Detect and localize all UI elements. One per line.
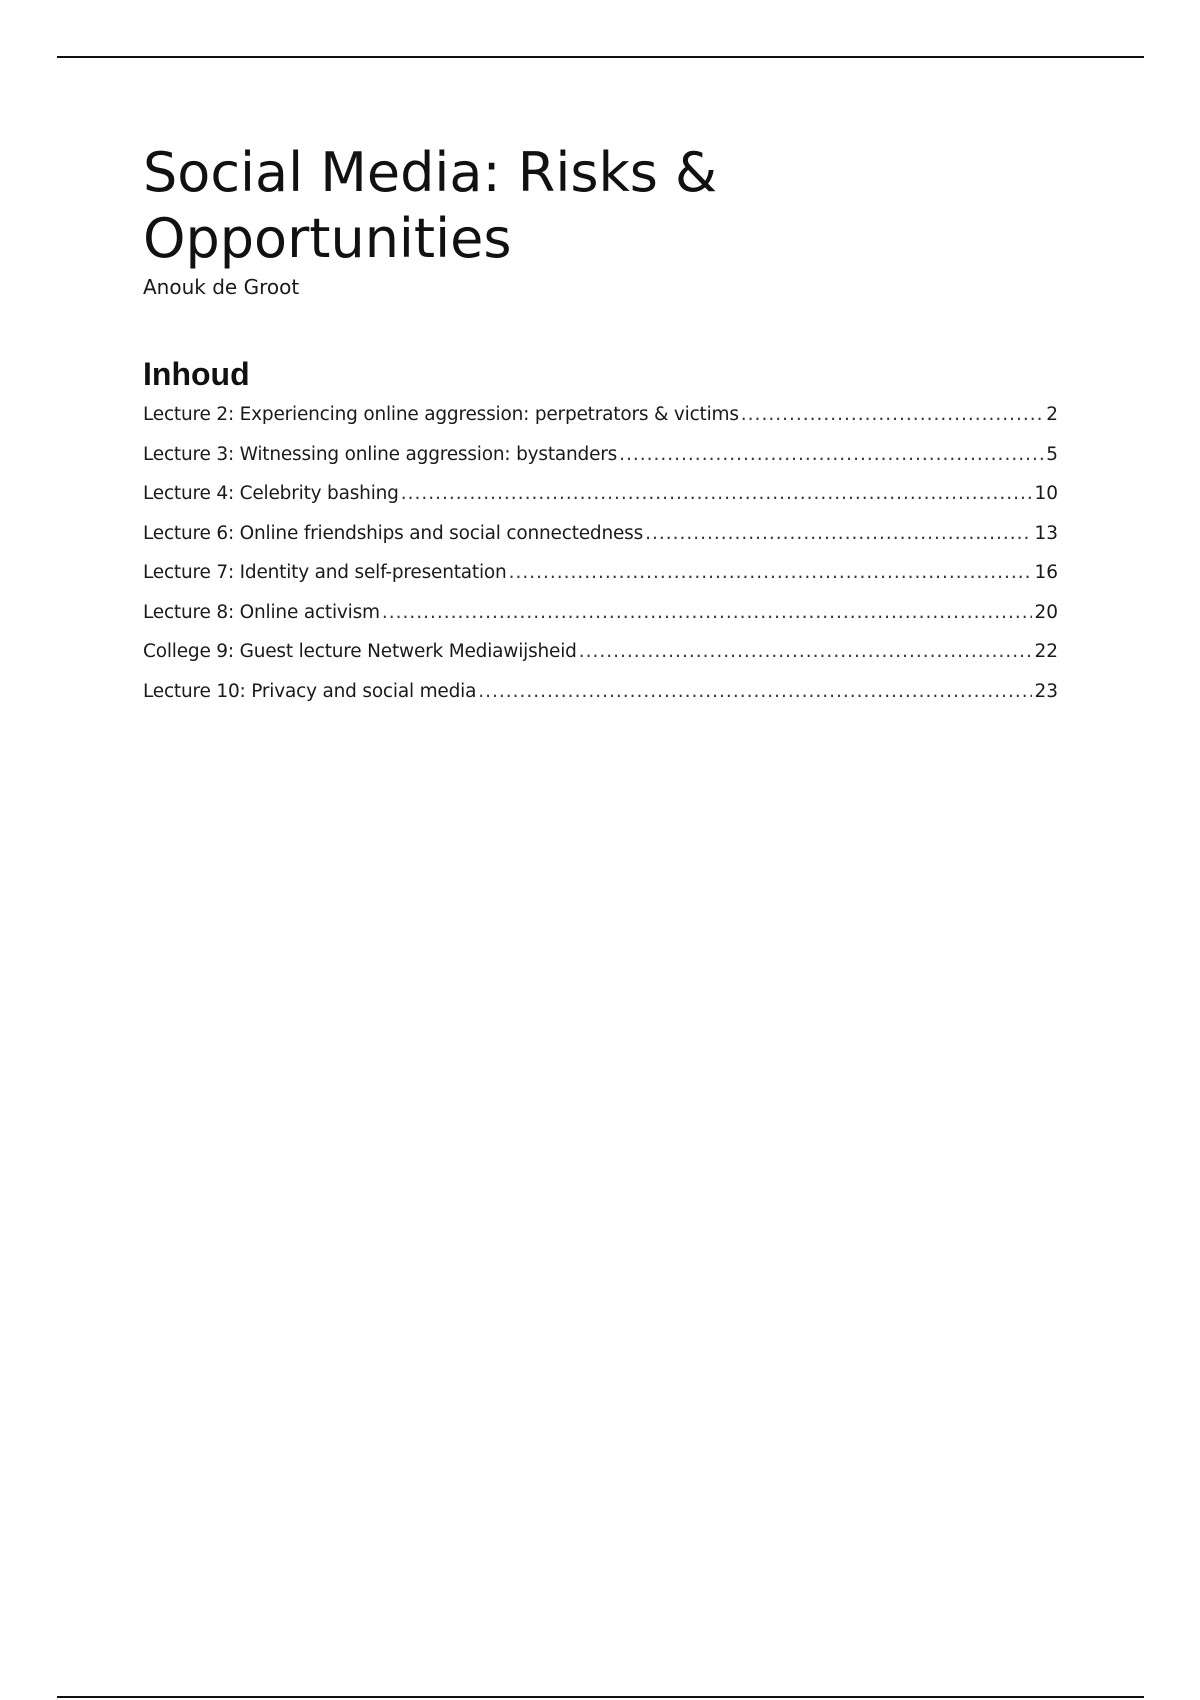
toc-dot-leader [619, 444, 1044, 465]
toc-entry[interactable] [143, 523, 1058, 563]
document-author: Anouk de Groot [143, 275, 300, 299]
toc-entry-page: 2 [1046, 404, 1058, 425]
toc-entry-label: Lecture 4: Celebrity bashing [143, 483, 399, 504]
toc-dot-leader [478, 681, 1032, 702]
toc-entry-page: 10 [1034, 483, 1058, 504]
toc-entry-page: 23 [1034, 680, 1058, 702]
toc-entry-label: Lecture 2: Experiencing online aggression: perpetrators & victims [143, 404, 739, 425]
toc-entry[interactable] [143, 444, 1058, 484]
toc-dot-leader [741, 404, 1044, 425]
toc-entry-label: Lecture 10: Privacy and social media [143, 680, 477, 702]
toc-entry-page: 20 [1034, 601, 1058, 623]
toc-entry-page: 13 [1034, 522, 1058, 544]
document-body [143, 140, 1058, 720]
toc-dot-leader [401, 483, 1033, 504]
table-of-contents [143, 404, 1058, 720]
document-title: Social Media: Risks & Opportunities [143, 141, 718, 270]
toc-entry[interactable] [143, 602, 1058, 642]
toc-entry-label: Lecture 7: Identity and self-presentation [143, 562, 507, 583]
toc-dot-leader [509, 562, 1033, 583]
toc-entry-page: 16 [1034, 562, 1058, 583]
toc-entry[interactable] [143, 483, 1058, 523]
toc-entry-page: 5 [1046, 443, 1058, 465]
toc-entry-label: Lecture 6: Online friendships and social connectedness [143, 522, 644, 544]
toc-entry-label: Lecture 3: Witnessing online aggression: bystanders [143, 443, 618, 465]
toc-entry[interactable] [143, 562, 1058, 602]
toc-entry-page: 22 [1034, 641, 1058, 662]
toc-entry-label: College 9: Guest lecture Netwerk Mediawijsheid [143, 641, 577, 662]
toc-entry[interactable] [143, 681, 1058, 721]
toc-dot-leader [382, 602, 1033, 623]
toc-entry-label: Lecture 8: Online activism [143, 601, 380, 623]
bottom-divider [57, 1696, 1144, 1698]
top-divider [57, 56, 1144, 58]
toc-entry[interactable] [143, 404, 1058, 444]
toc-dot-leader [579, 641, 1033, 662]
toc-heading: Inhoud [143, 356, 250, 392]
toc-entry[interactable] [143, 641, 1058, 681]
toc-dot-leader [645, 523, 1032, 544]
